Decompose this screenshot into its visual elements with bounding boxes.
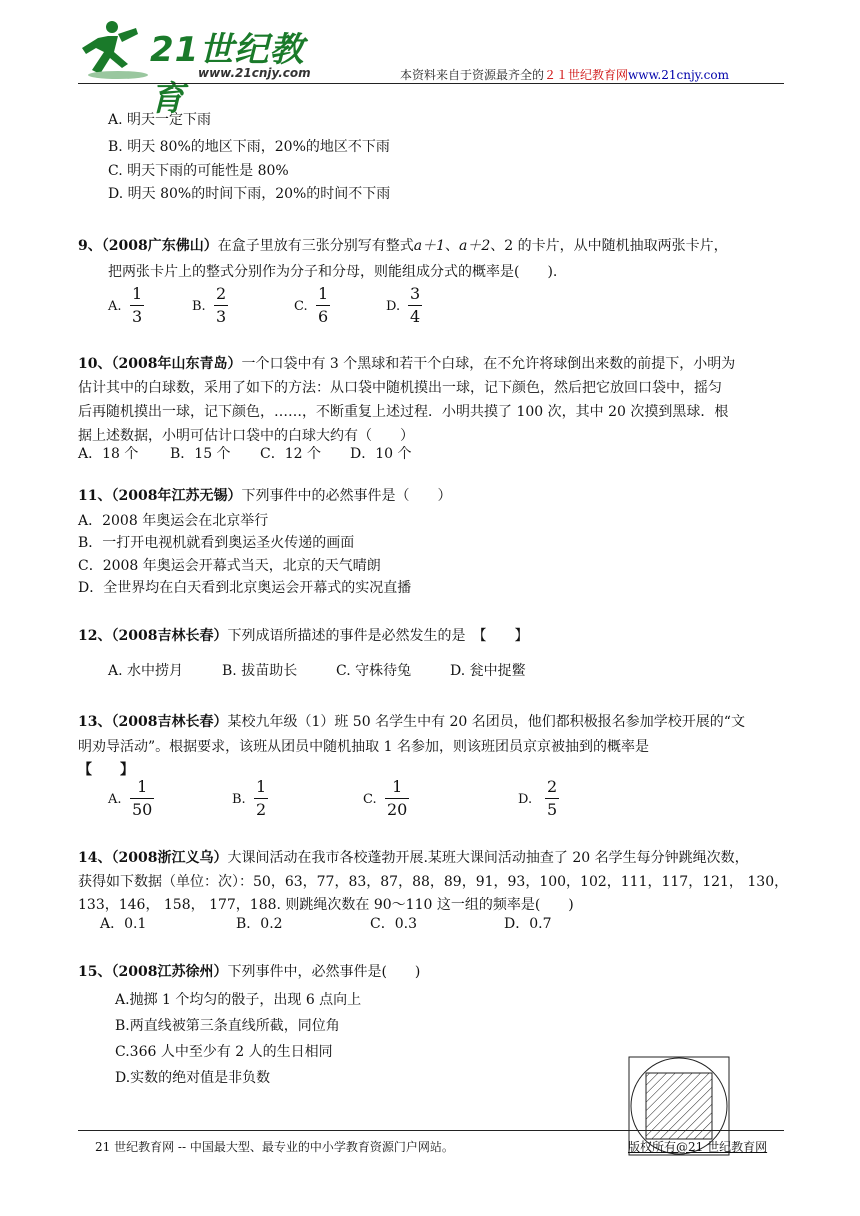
q9-option-a-fraction xyxy=(130,284,144,327)
q13-option-c-label: C. xyxy=(363,792,377,807)
q13-option-b-fraction xyxy=(254,777,268,820)
q9-text: 在盒子里放有三张分别写有整式 xyxy=(217,238,414,254)
q11-option-d: D．全世界均在白天看到北京奥运会开幕式的实况直播 xyxy=(78,580,412,596)
prev-option-b: B. 明天 80%的地区下雨，20%的地区不下雨 xyxy=(108,139,390,155)
q12-option-d: D. 瓮中捉鳖 xyxy=(450,663,526,679)
q9-option-a-label: A. xyxy=(108,299,122,314)
q13-bracket: 【 】 xyxy=(78,762,134,778)
q9-option-d-fraction xyxy=(408,284,422,327)
q9-option-c-fraction xyxy=(316,284,330,327)
q15-option-b: B.两直线被第三条直线所截，同位角 xyxy=(115,1018,340,1034)
tagline-site: ２１世纪教育网 xyxy=(544,68,629,82)
q9-source: （2008广东佛山） xyxy=(101,238,218,254)
frac-num: 1 xyxy=(256,777,267,796)
q10-option-c: C．12 个 xyxy=(260,446,321,462)
q9-option-c-label: C. xyxy=(294,299,308,314)
q12-option-c: C. 守株待兔 xyxy=(336,663,412,679)
q15-source: （2008江苏徐州） xyxy=(111,964,228,980)
q12-text: 下列成语所描述的事件是必然发生的是 【 】 xyxy=(227,628,529,644)
prev-option-a: A. 明天一定下雨 xyxy=(108,112,212,128)
header-rule xyxy=(78,83,784,84)
frac-den: 3 xyxy=(216,307,227,326)
q12-number: 12、 xyxy=(78,628,112,644)
frac-den: 3 xyxy=(132,307,143,326)
q10-text: 一个口袋中有 3 个黑球和若干个白球，在不允许将球倒出来数的前提下，小明为 xyxy=(241,356,736,372)
frac-den: 20 xyxy=(387,800,408,819)
q9-sep2: 、 xyxy=(490,238,505,254)
q10-option-d: D．10 个 xyxy=(350,446,412,462)
prev-option-c: C. 明天下雨的可能性是 80% xyxy=(108,163,289,179)
footer-copyright-link[interactable]: 版权所有@21 世纪教育网 xyxy=(628,1140,768,1154)
prev-option-d: D. 明天 80%的时间下雨，20%的时间不下雨 xyxy=(108,186,391,202)
q13-option-d-label: D. xyxy=(518,792,533,807)
q9-expr2: a＋2 xyxy=(458,238,491,254)
q12-source: （2008吉林长春） xyxy=(111,628,228,644)
q10-line2: 估计其中的白球数，采用了如下的方法：从口袋中随机摸出一球，记下颜色，然后把它放回口袋中，摇匀 xyxy=(78,380,722,396)
frac-num: 1 xyxy=(132,284,143,303)
q13-line1 xyxy=(78,712,745,732)
q9-text-b: 2 的卡片，从中随机抽取两张卡片， xyxy=(504,238,728,254)
tagline-prefix: 本资料来自于资源最齐全的 xyxy=(400,68,545,82)
q13-source: （2008吉林长春） xyxy=(111,714,228,730)
q15-line1 xyxy=(78,962,420,982)
frac-num: 1 xyxy=(137,777,148,796)
q13-number: 13、 xyxy=(78,714,112,730)
q10-line4: 据上述数据，小明可估计口袋中的白球大约有（ ） xyxy=(78,428,414,444)
q15-option-c: C.366 人中至少有 2 人的生日相同 xyxy=(115,1044,333,1060)
runner-logo-icon xyxy=(78,18,148,80)
q9-sep1: 、 xyxy=(444,238,459,254)
q12-line1 xyxy=(78,626,528,646)
q11-option-c: C．2008 年奥运会开幕式当天，北京的天气晴朗 xyxy=(78,558,381,574)
q14-option-d: D．0.7 xyxy=(504,916,552,932)
q13-option-d-fraction xyxy=(545,777,559,820)
tagline-url[interactable]: www.21cnjy.com xyxy=(628,68,729,82)
q14-option-b: B．0.2 xyxy=(236,916,283,932)
q13-option-a-fraction xyxy=(130,777,154,820)
q9-expr1: a＋1 xyxy=(413,238,445,254)
frac-den: 4 xyxy=(410,307,421,326)
logo-text: 21世纪教育 xyxy=(150,30,305,119)
q9-number: 9、 xyxy=(78,238,102,254)
q9-option-b-label: B. xyxy=(192,299,206,314)
header-tagline xyxy=(400,66,729,83)
q9-option-d-label: D. xyxy=(386,299,401,314)
q9-line1 xyxy=(78,236,728,256)
q10-option-b: B．15 个 xyxy=(170,446,231,462)
q12-option-b: B. 拔苗助长 xyxy=(222,663,298,679)
q9-option-b-fraction xyxy=(214,284,228,327)
q14-option-a: A．0.1 xyxy=(100,916,147,932)
frac-num: 1 xyxy=(392,777,403,796)
q15-option-a: A.抛掷 1 个均匀的骰子，出现 6 点向上 xyxy=(115,992,362,1008)
frac-num: 3 xyxy=(410,284,421,303)
footer-left-text: 21 世纪教育网 -- 中国最大型、最专业的中小学教育资源门户网站。 xyxy=(95,1140,454,1154)
q10-line3: 后再随机摸出一球，记下颜色，……，不断重复上述过程．小明共摸了 100 次，其中 20 次摸到黑球．根 xyxy=(78,404,729,420)
q13-text: 某校九年级（1）班 50 名学生中有 20 名团员，他们都积极报名参加学校开展的“文 xyxy=(227,714,745,730)
site-logo xyxy=(78,18,338,119)
footer-rule xyxy=(78,1130,784,1131)
q13-option-c-fraction xyxy=(385,777,409,820)
q13-line2: 明劝导活动”。根据要求，该班从团员中随机抽取 1 名参加，则该班团员京京被抽到的概率是 xyxy=(78,739,649,755)
q10-line1 xyxy=(78,354,735,374)
frac-den: 5 xyxy=(547,800,558,819)
frac-num: 2 xyxy=(547,777,558,796)
q15-text: 下列事件中，必然事件是( ) xyxy=(227,964,421,980)
q15-number: 15、 xyxy=(78,964,112,980)
q11-line1 xyxy=(78,486,451,506)
q14-option-c: C．0.3 xyxy=(370,916,417,932)
q11-number: 11、 xyxy=(78,488,112,504)
q11-option-a: A．2008 年奥运会在北京举行 xyxy=(78,513,269,529)
logo-url: www.21cnjy.com xyxy=(198,66,311,80)
frac-den: 50 xyxy=(132,800,153,819)
q14-text: 大课间活动在我市各校蓬勃开展.某班大课间活动抽查了 20 名学生每分钟跳绳次数， xyxy=(227,850,749,866)
q13-option-a-label: A. xyxy=(108,792,122,807)
q10-source: （2008年山东青岛） xyxy=(111,356,242,372)
q13-option-b-label: B. xyxy=(232,792,246,807)
q14-line2: 获得如下数据（单位：次）：50，63，77，83，87，88，89，91，93，100，102，111，117，121， 130， xyxy=(78,874,789,890)
q11-source: （2008年江苏无锡） xyxy=(111,488,242,504)
frac-den: 6 xyxy=(318,307,329,326)
q15-option-d: D.实数的绝对值是非负数 xyxy=(115,1070,271,1086)
frac-num: 1 xyxy=(318,284,329,303)
q14-line1 xyxy=(78,848,749,868)
q10-option-a: A．18 个 xyxy=(78,446,139,462)
q11-option-b: B．一打开电视机就看到奥运圣火传递的画面 xyxy=(78,535,355,551)
q11-text: 下列事件中的必然事件是（ ） xyxy=(241,488,452,504)
q14-source: （2008浙江义乌） xyxy=(111,850,228,866)
q10-number: 10、 xyxy=(78,356,112,372)
frac-den: 2 xyxy=(256,800,267,819)
frac-num: 2 xyxy=(216,284,227,303)
q14-number: 14、 xyxy=(78,850,112,866)
q12-option-a: A. 水中捞月 xyxy=(108,663,184,679)
q9-line2: 把两张卡片上的整式分别作为分子和分母，则能组成分式的概率是( ). xyxy=(108,264,558,280)
q14-line3: 133，146， 158， 177，188. 则跳绳次数在 90～110 这一组的频率是( ) xyxy=(78,897,574,913)
